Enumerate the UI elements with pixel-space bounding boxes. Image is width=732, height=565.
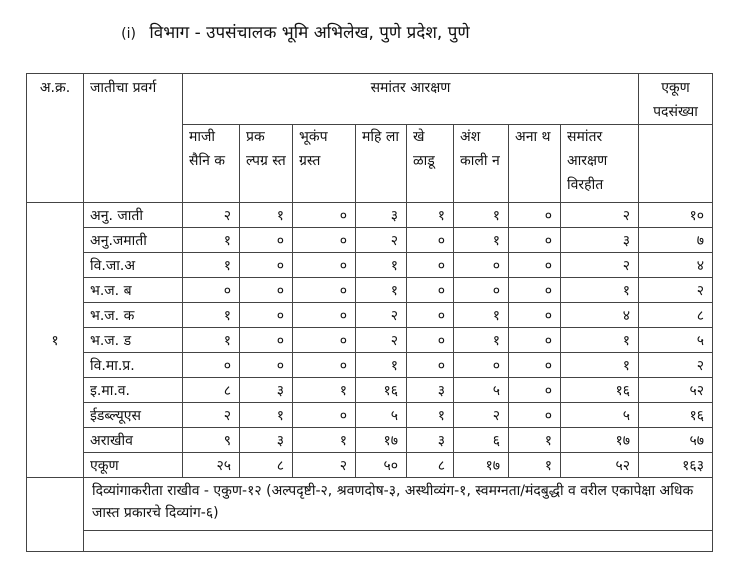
total-value-cell: ५२: [639, 378, 713, 403]
category-cell: एकूण: [84, 453, 183, 478]
value-cell: ०: [454, 353, 509, 378]
value-cell: ५०: [356, 453, 407, 478]
total-value-cell: ५: [639, 328, 713, 353]
serial-number-cell: १: [27, 203, 84, 478]
section-heading: [88, 20, 470, 50]
subheader-sports: खे ळाडू: [407, 125, 454, 203]
subheader-project-affected: प्रक ल्पग्र स्त: [240, 125, 293, 203]
total-value-cell: ८: [639, 303, 713, 328]
total-value-cell: ७: [639, 228, 713, 253]
value-cell: १: [240, 203, 293, 228]
value-cell: ०: [509, 253, 561, 278]
value-cell: २: [561, 203, 639, 228]
table-row: [27, 378, 713, 403]
value-cell: ३: [561, 228, 639, 253]
table-row: [27, 278, 713, 303]
value-cell: १: [356, 253, 407, 278]
value-cell: १६: [356, 378, 407, 403]
value-cell: १: [454, 203, 509, 228]
category-cell: ईडब्ल्यूएस: [84, 403, 183, 428]
value-cell: ०: [183, 353, 240, 378]
header-sr-no: अ.क्र.: [27, 74, 84, 203]
value-cell: ०: [509, 403, 561, 428]
value-cell: ०: [509, 228, 561, 253]
table-row: [27, 253, 713, 278]
value-cell: ०: [240, 253, 293, 278]
table-row: [27, 228, 713, 253]
value-cell: ०: [509, 353, 561, 378]
value-cell: ५: [356, 403, 407, 428]
value-cell: २: [356, 228, 407, 253]
table-row: [27, 328, 713, 353]
value-cell: २: [356, 328, 407, 353]
table-row: [27, 203, 713, 228]
value-cell: १: [293, 428, 356, 453]
value-cell: १: [407, 203, 454, 228]
value-cell: ३: [407, 428, 454, 453]
value-cell: ६: [454, 428, 509, 453]
value-cell: ०: [240, 278, 293, 303]
total-value-cell: १६: [639, 403, 713, 428]
total-value-cell: १०: [639, 203, 713, 228]
section-number: (i): [121, 26, 136, 42]
value-cell: ०: [293, 328, 356, 353]
value-cell: १: [356, 353, 407, 378]
value-cell: ०: [293, 278, 356, 303]
value-cell: ०: [240, 353, 293, 378]
category-cell: भ.ज. क: [84, 303, 183, 328]
total-value-cell: २: [639, 278, 713, 303]
category-cell: भ.ज. ड: [84, 328, 183, 353]
value-cell: ५: [561, 403, 639, 428]
value-cell: २: [356, 303, 407, 328]
value-cell: १६: [561, 378, 639, 403]
table-row: [27, 453, 713, 478]
value-cell: १: [561, 353, 639, 378]
category-cell: इ.मा.व.: [84, 378, 183, 403]
value-cell: ०: [407, 353, 454, 378]
value-cell: ८: [407, 453, 454, 478]
subheader-ex-servicemen: माजी सैनि क: [183, 125, 240, 203]
value-cell: ०: [240, 303, 293, 328]
value-cell: १: [183, 303, 240, 328]
value-cell: ०: [454, 253, 509, 278]
value-cell: ०: [293, 403, 356, 428]
category-cell: अनु. जाती: [84, 203, 183, 228]
value-cell: १: [561, 278, 639, 303]
value-cell: १: [509, 428, 561, 453]
trailing-blank-cell-wide: [84, 531, 713, 552]
value-cell: १७: [454, 453, 509, 478]
value-cell: ०: [407, 228, 454, 253]
subheader-orphan: अना थ: [509, 125, 561, 203]
value-cell: २: [293, 453, 356, 478]
footnote-disabled-reservation: दिव्यांगाकरीता राखीव - एकुण-१२ (अल्पदृष्टी-२, श्रवणदोष-३, अस्थीव्यंग-१, स्वमग्नता/मंदबुद्धी व वरील एकापेक्षा अधिक जास्त प्रकारचे दिव्यांग-६): [84, 478, 713, 531]
value-cell: १: [293, 378, 356, 403]
header-total-posts: एकूण पदसंख्या: [639, 74, 713, 125]
value-cell: १: [454, 303, 509, 328]
category-cell: भ.ज. ब: [84, 278, 183, 303]
reservation-table: [26, 73, 713, 552]
category-cell: वि.जा.अ: [84, 253, 183, 278]
value-cell: १: [561, 328, 639, 353]
value-cell: २५: [183, 453, 240, 478]
value-cell: ०: [509, 203, 561, 228]
category-cell: अराखीव: [84, 428, 183, 453]
value-cell: १: [183, 328, 240, 353]
value-cell: १: [454, 228, 509, 253]
value-cell: ०: [509, 378, 561, 403]
value-cell: ०: [454, 278, 509, 303]
value-cell: २: [183, 203, 240, 228]
subheader-part-time: अंश काली न: [454, 125, 509, 203]
value-cell: १: [407, 403, 454, 428]
value-cell: ०: [293, 253, 356, 278]
value-cell: १: [240, 403, 293, 428]
total-value-cell: ४: [639, 253, 713, 278]
subheader-women: महि ला: [356, 125, 407, 203]
value-cell: १: [183, 253, 240, 278]
section-title: विभाग - उपसंचालक भूमि अभिलेख, पुणे प्रदेश, पुणे: [149, 23, 470, 43]
table-row: [27, 428, 713, 453]
table-row: [27, 403, 713, 428]
value-cell: ०: [407, 278, 454, 303]
value-cell: ९: [183, 428, 240, 453]
value-cell: २: [454, 403, 509, 428]
value-cell: ०: [293, 303, 356, 328]
value-cell: १७: [356, 428, 407, 453]
footnote-blank-cell: [27, 478, 84, 531]
value-cell: ३: [240, 428, 293, 453]
total-value-cell: २: [639, 353, 713, 378]
total-value-cell: १६३: [639, 453, 713, 478]
value-cell: ०: [183, 278, 240, 303]
value-cell: ०: [240, 228, 293, 253]
value-cell: ०: [509, 278, 561, 303]
subheader-total-blank: [639, 125, 713, 203]
value-cell: ५: [454, 378, 509, 403]
value-cell: ३: [240, 378, 293, 403]
value-cell: १७: [561, 428, 639, 453]
value-cell: १: [509, 453, 561, 478]
value-cell: १: [356, 278, 407, 303]
value-cell: ०: [293, 353, 356, 378]
value-cell: ०: [407, 303, 454, 328]
total-value-cell: ५७: [639, 428, 713, 453]
value-cell: ०: [407, 328, 454, 353]
value-cell: ०: [293, 228, 356, 253]
table-row: [27, 353, 713, 378]
header-parallel-reservation: समांतर आरक्षण: [183, 74, 639, 125]
value-cell: ०: [407, 253, 454, 278]
trailing-row: [27, 531, 713, 552]
value-cell: १: [183, 228, 240, 253]
value-cell: ०: [240, 328, 293, 353]
value-cell: १: [454, 328, 509, 353]
footnote-row: [27, 478, 713, 531]
value-cell: २: [561, 253, 639, 278]
value-cell: ४: [561, 303, 639, 328]
category-cell: अनु.जमाती: [84, 228, 183, 253]
subheader-earthquake-affected: भूकंप ग्रस्त: [293, 125, 356, 203]
value-cell: ०: [509, 328, 561, 353]
category-cell: वि.मा.प्र.: [84, 353, 183, 378]
value-cell: ३: [356, 203, 407, 228]
subheader-without-parallel: समांतर आरक्षण विरहीत: [561, 125, 639, 203]
value-cell: ३: [407, 378, 454, 403]
value-cell: ८: [240, 453, 293, 478]
value-cell: ८: [183, 378, 240, 403]
value-cell: ५२: [561, 453, 639, 478]
trailing-blank-cell: [27, 531, 84, 552]
header-category: जातीचा प्रवर्ग: [84, 74, 183, 203]
value-cell: ०: [509, 303, 561, 328]
value-cell: २: [183, 403, 240, 428]
value-cell: ०: [293, 203, 356, 228]
table-row: [27, 303, 713, 328]
